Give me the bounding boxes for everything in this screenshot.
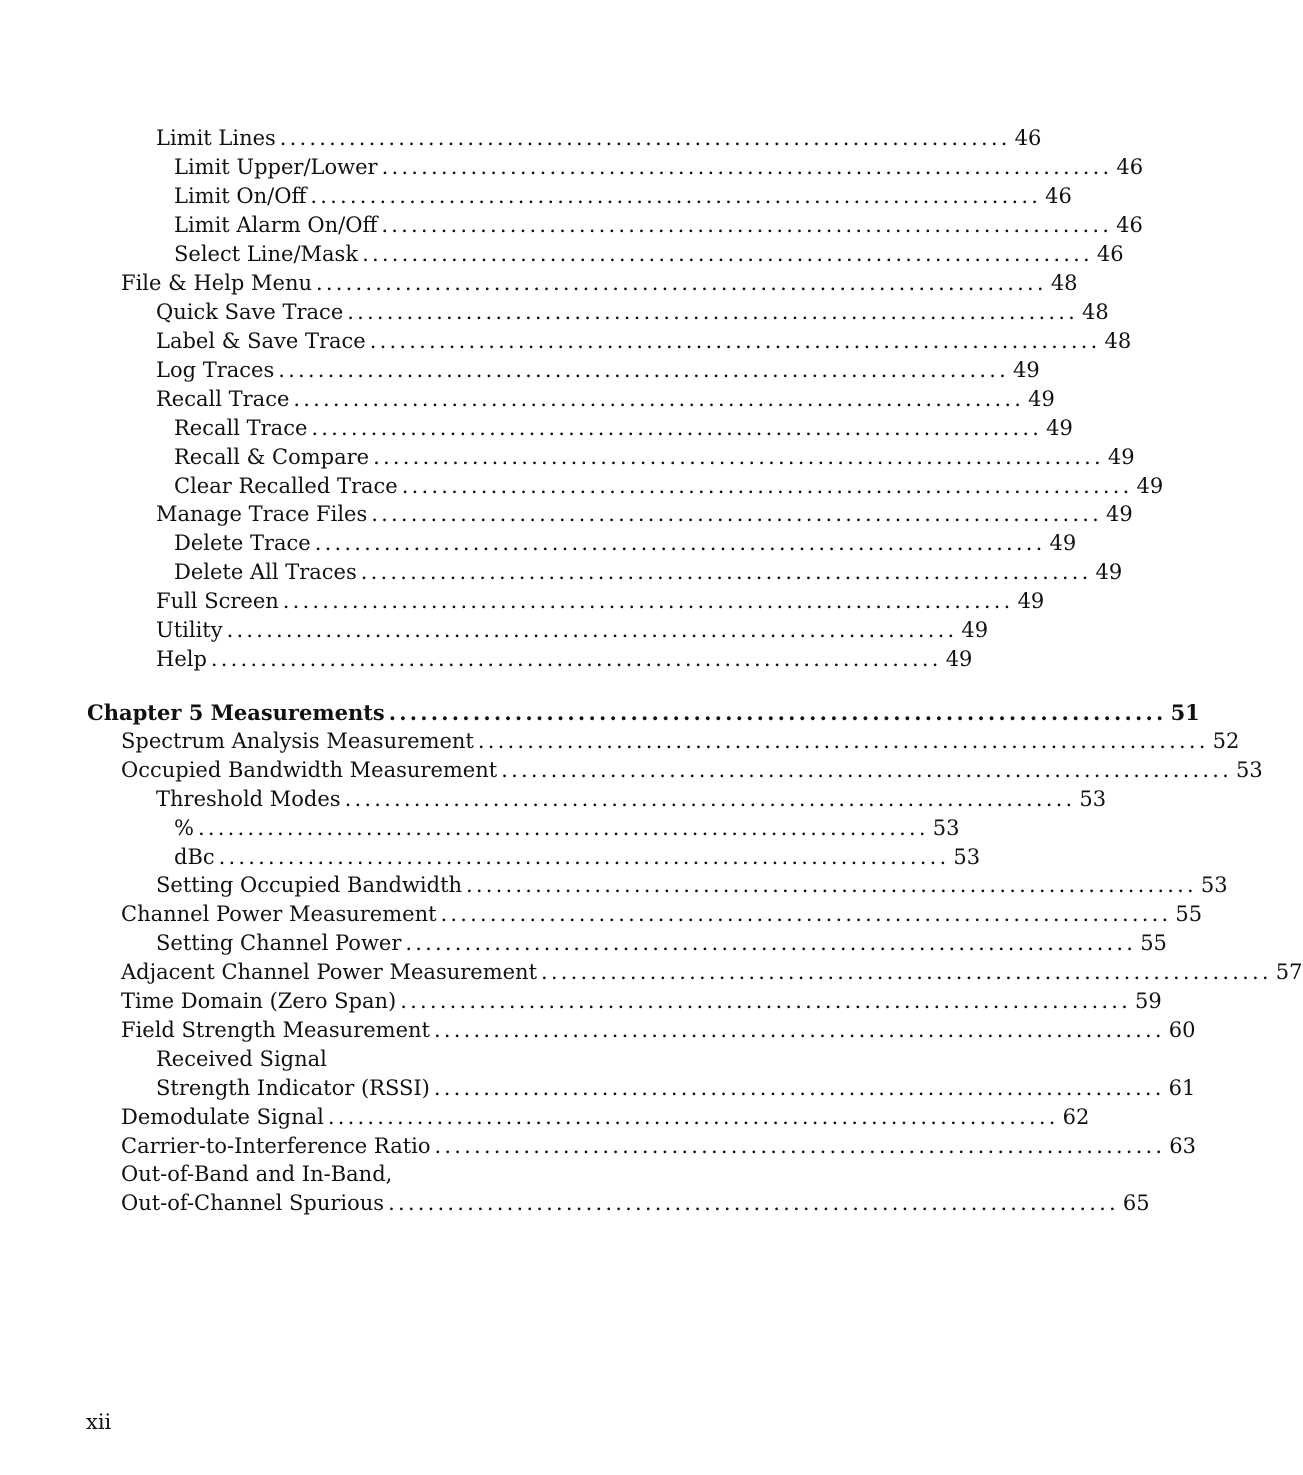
toc-entry-title: Utility: [156, 618, 223, 642]
dot-leader: ..........................................................................: [388, 1191, 1119, 1215]
toc-entry: [156, 871, 1228, 900]
dot-leader: ..........................................................................: [434, 1134, 1166, 1158]
dot-leader: ..........................................................................: [501, 758, 1232, 782]
toc-entry-title: Quick Save Trace: [156, 300, 344, 324]
toc-entry-page: 55: [1140, 931, 1167, 955]
toc-entry: [156, 587, 1045, 616]
toc-entry-page: 62: [1062, 1105, 1090, 1129]
toc-entry-page: 53: [1079, 787, 1107, 811]
toc-entry-title: Label & Save Trace: [156, 329, 366, 353]
toc-entry-title: Delete All Traces: [174, 560, 357, 584]
toc-entry-page: 46: [1096, 242, 1124, 266]
toc-entry: [121, 958, 1303, 987]
dot-leader: ..........................................................................: [541, 960, 1272, 984]
toc-entry: [156, 785, 1107, 814]
toc-entry-title: Help: [156, 647, 207, 671]
dot-leader: ..........................................................................: [310, 184, 1042, 208]
toc-entry: [156, 356, 1040, 385]
dot-leader: ..........................................................................: [433, 1018, 1165, 1042]
toc-entry-title: Carrier-to-Interference Ratio: [121, 1134, 431, 1158]
toc-entry: [121, 269, 1078, 298]
toc-entry-title: Limit Lines: [156, 126, 276, 150]
toc-entry: [174, 153, 1144, 182]
dot-leader: ..........................................................................: [369, 329, 1101, 353]
toc-entry: [174, 814, 960, 843]
dot-leader: ..........................................................................: [381, 213, 1113, 237]
chapter-title: Chapter 5 Measurements: [87, 700, 385, 725]
toc-entry: [156, 500, 1133, 529]
toc-entry-title: Channel Power Measurement: [121, 902, 437, 926]
toc-entry: [156, 298, 1109, 327]
toc-entry-page: 53: [932, 816, 960, 840]
toc-entry-page: 49: [1046, 416, 1073, 440]
toc-entry: [156, 645, 973, 674]
toc-entry: [121, 900, 1203, 929]
toc-entry-title: Select Line/Mask: [174, 242, 359, 266]
dot-leader: ..........................................................................: [440, 902, 1172, 926]
toc-entry-page: 60: [1168, 1018, 1196, 1042]
dot-leader: ..........................................................................: [278, 358, 1010, 382]
toc-entry-page: 49: [1106, 502, 1133, 526]
toc-entry: [156, 929, 1167, 958]
toc-entry: [121, 1189, 1150, 1218]
toc-entry-page: 49: [1013, 358, 1040, 382]
toc-entry: [121, 1103, 1090, 1132]
toc-entry: [174, 443, 1135, 472]
toc-entry-title: Recall & Compare: [174, 445, 370, 469]
toc-entry-title: Setting Channel Power: [156, 931, 402, 955]
toc-entry-page: 57: [1275, 960, 1303, 984]
toc-entry-page: 46: [1045, 184, 1072, 208]
dot-leader: ..........................................................................: [388, 700, 1167, 725]
toc-entry-page: 53: [953, 845, 981, 869]
dot-leader: ..........................................................................: [218, 845, 950, 869]
toc-entry-page: 53: [1235, 758, 1263, 782]
toc-entry-title: Occupied Bandwidth Measurement: [121, 758, 498, 782]
toc-entry-title: Adjacent Channel Power Measurement: [121, 960, 538, 984]
dot-leader: ..........................................................................: [360, 560, 1092, 584]
toc-entry: [121, 727, 1240, 756]
dot-leader: ..........................................................................: [373, 445, 1104, 469]
dot-leader: ..........................................................................: [405, 931, 1137, 955]
dot-leader: ..........................................................................: [316, 271, 1047, 295]
toc-entry: [156, 1074, 1196, 1103]
toc-entry: [174, 414, 1073, 443]
page-number: xii: [86, 1410, 112, 1434]
toc-entry-title: Recall Trace: [174, 416, 308, 440]
toc-entry-page: 65: [1122, 1191, 1150, 1215]
toc-entry: [174, 211, 1143, 240]
dot-leader: ..........................................................................: [279, 126, 1011, 150]
dot-leader: ..........................................................................: [477, 729, 1209, 753]
toc-entry: [174, 558, 1123, 587]
toc-entry-page: 49: [1107, 445, 1135, 469]
toc-entry-page: 46: [1116, 213, 1143, 237]
toc-entry: [121, 1016, 1196, 1045]
toc-entry-page: 49: [945, 647, 973, 671]
toc-entry-title: Time Domain (Zero Span): [121, 989, 397, 1013]
toc-entry-title: Limit Alarm On/Off: [174, 213, 378, 237]
toc-entry-title: Strength Indicator (RSSI): [156, 1076, 430, 1100]
toc-entry-page: 55: [1175, 902, 1203, 926]
toc-entry-page: 48: [1104, 329, 1132, 353]
dot-leader: ..........................................................................: [371, 502, 1103, 526]
toc-entry-title: Recall Trace: [156, 387, 290, 411]
dot-leader: ..........................................................................: [381, 155, 1113, 179]
toc-entry: [156, 327, 1132, 356]
toc-entry-title: Delete Trace: [174, 531, 311, 555]
toc-entry-title: File & Help Menu: [121, 271, 313, 295]
toc-entry-title: Full Screen: [156, 589, 279, 613]
toc-entry-title: Log Traces: [156, 358, 275, 382]
toc-entry-page: 48: [1050, 271, 1078, 295]
toc-entry: [121, 756, 1263, 785]
toc-entry-title: Manage Trace Files: [156, 502, 368, 526]
dot-leader: ..........................................................................: [362, 242, 1093, 266]
dot-leader: ..........................................................................: [197, 816, 929, 840]
dot-leader: ..........................................................................: [314, 531, 1046, 555]
toc-entry-title: Field Strength Measurement: [121, 1018, 430, 1042]
dot-leader: ..........................................................................: [210, 647, 942, 671]
toc-entry-page: 48: [1082, 300, 1109, 324]
toc-entry: [156, 124, 1042, 153]
toc-entry: [174, 472, 1164, 501]
toc-entry-title: %: [174, 816, 194, 840]
dot-leader: ..........................................................................: [226, 618, 958, 642]
dot-leader: ..........................................................................: [282, 589, 1014, 613]
toc-entry: [156, 616, 989, 645]
toc-entry-page: 46: [1014, 126, 1042, 150]
toc-entry-page: 59: [1135, 989, 1162, 1013]
chapter-page: 51: [1170, 700, 1200, 725]
dot-leader: ..........................................................................: [293, 387, 1025, 411]
toc-entry-title: Spectrum Analysis Measurement: [121, 729, 474, 753]
toc-entry-page: 46: [1116, 155, 1144, 179]
toc-entry: [174, 529, 1077, 558]
toc-entry-page: 52: [1212, 729, 1240, 753]
dot-leader: ..........................................................................: [327, 1105, 1059, 1129]
toc-entry-title: Demodulate Signal: [121, 1105, 324, 1129]
toc-entry-title: Out-of-Channel Spurious: [121, 1191, 385, 1215]
toc-entry-title: Limit Upper/Lower: [174, 155, 378, 179]
toc-entry: [174, 843, 981, 872]
toc-entry-page: 49: [1017, 589, 1045, 613]
toc-entry-title: Setting Occupied Bandwidth: [156, 873, 463, 897]
toc-entry-title-line: Received Signal: [156, 1047, 327, 1071]
dot-leader: ..........................................................................: [466, 873, 1197, 897]
toc-entry: [121, 1132, 1197, 1161]
toc-entry-title: dBc: [174, 845, 215, 869]
dot-leader: ..........................................................................: [344, 787, 1076, 811]
toc-entry-title: Threshold Modes: [156, 787, 341, 811]
toc-entry-page: 63: [1169, 1134, 1197, 1158]
dot-leader: ..........................................................................: [400, 989, 1131, 1013]
dot-leader: ..........................................................................: [311, 416, 1043, 440]
toc-entry-page: 49: [1095, 560, 1123, 584]
toc-entry-page: 53: [1200, 873, 1228, 897]
toc-entry-page: 49: [961, 618, 989, 642]
toc-entry: [174, 240, 1124, 269]
toc-entry-page: 49: [1028, 387, 1055, 411]
toc-entry: [156, 385, 1055, 414]
dot-leader: ..........................................................................: [347, 300, 1079, 324]
toc-entry-page: 61: [1168, 1076, 1196, 1100]
toc-entry-title: Limit On/Off: [174, 184, 307, 208]
toc-entry-page: 49: [1049, 531, 1077, 555]
chapter-heading: [87, 698, 1200, 727]
toc-entry-page: 49: [1136, 474, 1164, 498]
toc-entry-title-line: Out-of-Band and In-Band,: [121, 1162, 393, 1186]
dot-leader: ..........................................................................: [401, 474, 1133, 498]
toc-entry: [121, 987, 1162, 1016]
dot-leader: ..........................................................................: [433, 1076, 1165, 1100]
toc-entry: [174, 182, 1072, 211]
toc-entry-title: Clear Recalled Trace: [174, 474, 398, 498]
